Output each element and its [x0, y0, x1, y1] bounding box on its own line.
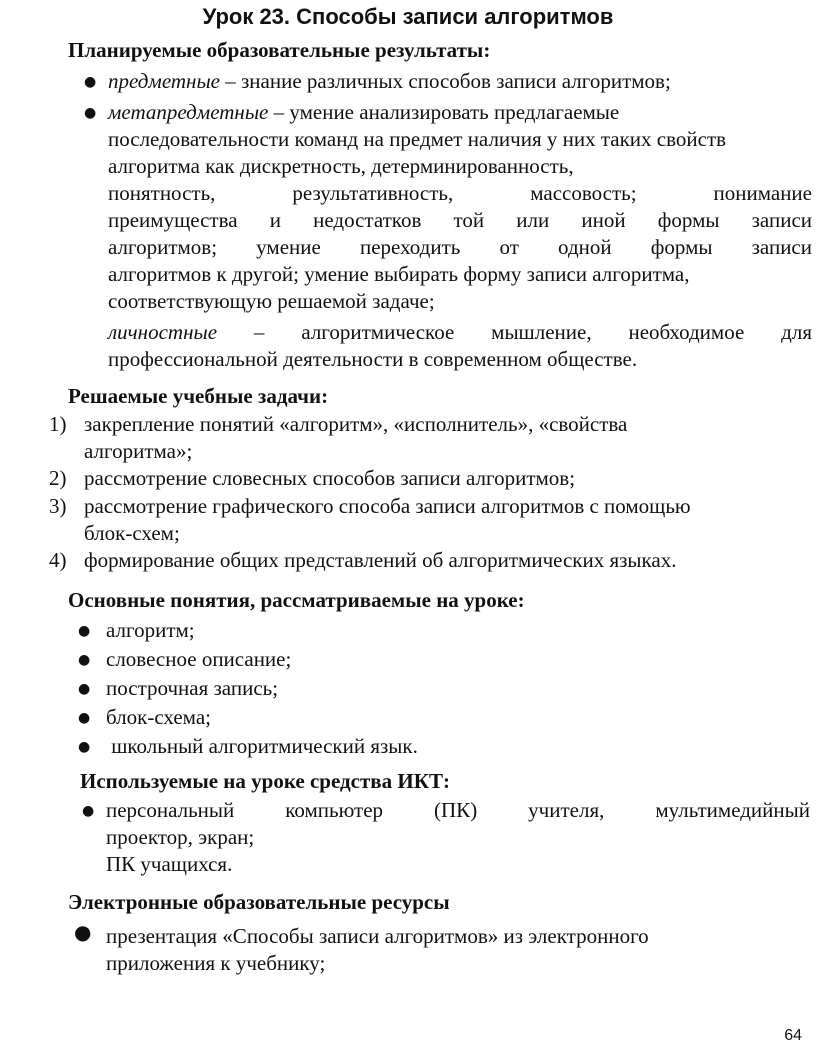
- task-line: алгоритма»;: [84, 439, 193, 463]
- task-item: [84, 547, 677, 574]
- ict-line: ПК учащихся.: [106, 852, 233, 876]
- bullet-icon: ●: [78, 710, 91, 726]
- task-number: 3): [49, 494, 67, 518]
- task-number: 2): [49, 466, 67, 490]
- subject-term: предметные: [108, 69, 220, 93]
- concepts-heading: Основные понятия, рассматриваемые на уроке:: [68, 588, 525, 612]
- concept-item: школьный алгоритмический язык.: [106, 734, 418, 758]
- ict-line: проектор, экран;: [106, 825, 255, 849]
- personal-text-line: – алгоритмическое мышление, необходимое для: [217, 320, 812, 344]
- concept-item: блок-схема;: [106, 705, 211, 729]
- meta-term: метапредметные: [108, 100, 269, 124]
- meta-text-line: последовательности команд на предмет наличия у них таких свойств: [108, 127, 727, 151]
- ict-heading: Используемые на уроке средства ИКТ:: [80, 769, 450, 793]
- concept-item: словесное описание;: [106, 647, 292, 671]
- subject-text: – знание различных способов записи алгоритмов;: [220, 69, 671, 93]
- task-item: [84, 465, 575, 492]
- task-line: рассмотрение графического способа записи алгоритмов с помощью: [84, 494, 691, 518]
- meta-text-line: понятность, результативность, массовость; понимание: [108, 181, 812, 205]
- task-line: рассмотрение словесных способов записи алгоритмов;: [84, 466, 576, 490]
- resource-line: приложения к учебнику;: [106, 951, 326, 975]
- bullet-icon: ●: [84, 105, 97, 121]
- bullet-icon: ●: [74, 920, 92, 944]
- bullet-icon: ●: [78, 652, 91, 668]
- personal-text-line: профессиональной деятельности в современном обществе.: [108, 347, 638, 371]
- tasks-heading: Решаемые учебные задачи:: [68, 384, 329, 408]
- task-number: 1): [49, 412, 67, 436]
- results-heading: Планируемые образовательные результаты:: [68, 38, 491, 62]
- meta-text-line: алгоритма как дискретность, детерминированность,: [108, 154, 574, 178]
- page-number: 64: [784, 1027, 802, 1044]
- bullet-icon: ●: [78, 681, 91, 697]
- task-line: закрепление понятий «алгоритм», «исполнитель», «свойства: [84, 412, 628, 436]
- resources-heading: Электронные образовательные ресурсы: [68, 890, 450, 914]
- concept-item: алгоритм;: [106, 618, 195, 642]
- ict-line: персональный компьютер (ПК) учителя, мультимедийный: [106, 798, 810, 822]
- ict-item: [106, 797, 810, 878]
- concept-item: построчная запись;: [106, 676, 279, 700]
- task-line: блок-схем;: [84, 521, 180, 545]
- subject-result: [108, 68, 671, 95]
- bullet-icon: ●: [84, 74, 97, 90]
- meta-text-line: алгоритмов к другой; умение выбирать форму записи алгоритма,: [108, 262, 690, 286]
- bullet-icon: ●: [82, 803, 95, 819]
- meta-text-line: алгоритмов; умение переходить от одной формы записи: [108, 235, 812, 259]
- task-item: [84, 493, 691, 547]
- meta-text-line: – умение анализировать предлагаемые: [268, 100, 620, 124]
- bullet-icon: ●: [78, 739, 91, 755]
- bullet-icon: ●: [78, 623, 91, 639]
- page-title: Урок 23. Способы записи алгоритмов: [202, 4, 614, 29]
- personal-result: [108, 319, 812, 373]
- task-line: формирование общих представлений об алгоритмических языках.: [84, 548, 677, 572]
- resource-item: [106, 923, 649, 977]
- meta-text-line: преимущества и недостатков той или иной формы записи: [108, 208, 812, 232]
- meta-result: [108, 99, 812, 315]
- resource-line: презентация «Способы записи алгоритмов» из электронного: [106, 924, 649, 948]
- task-number: 4): [49, 548, 67, 572]
- personal-term: личностные: [108, 320, 218, 344]
- meta-text-line: соответствующую решаемой задаче;: [108, 289, 435, 313]
- task-item: [84, 411, 627, 465]
